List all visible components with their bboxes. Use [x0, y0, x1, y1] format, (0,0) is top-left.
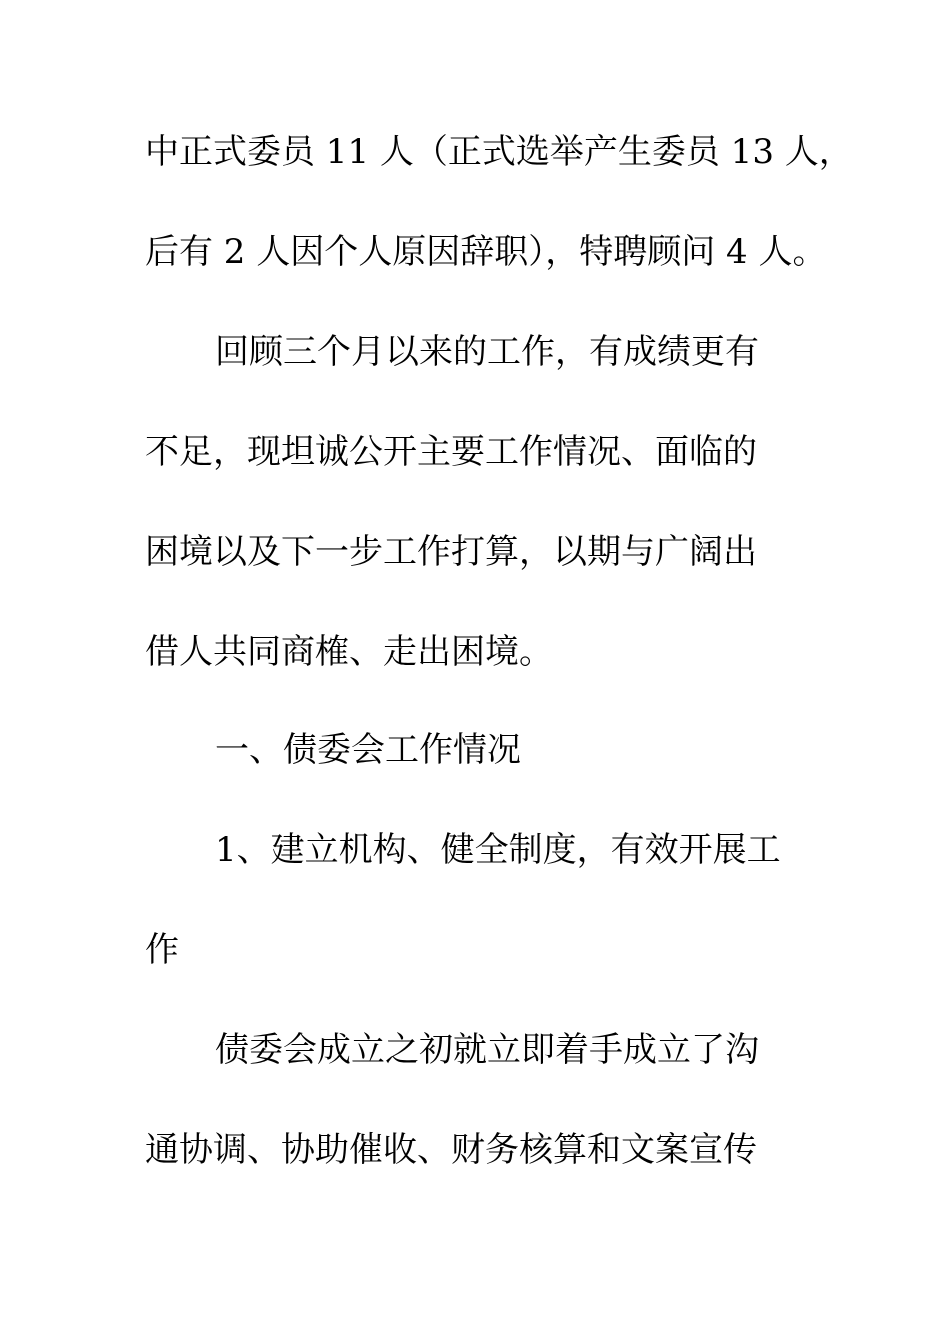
section-heading: 一、债委会工作情况: [215, 730, 521, 770]
subsection-heading: 1、建立机构、健全制度，有效开展工: [215, 830, 781, 870]
paragraph-line: 债委会成立之初就立即着手成立了沟: [215, 1030, 759, 1070]
paragraph-line: 后有 2 人因个人原因辞职），特聘顾问 4 人。: [145, 232, 827, 272]
paragraph-line: 借人共同商榷、走出困境。: [145, 632, 553, 672]
paragraph-line: 不足，现坦诚公开主要工作情况、面临的: [145, 432, 757, 472]
paragraph-line: 回顾三个月以来的工作，有成绩更有: [215, 332, 759, 372]
paragraph-line: 困境以及下一步工作打算，以期与广阔出: [145, 532, 757, 572]
subsection-heading-continued: 作: [145, 930, 179, 970]
paragraph-line: 中正式委员 11 人（正式选举产生委员 13 人，: [145, 132, 853, 172]
paragraph-line: 通协调、协助催收、财务核算和文案宣传: [145, 1130, 757, 1170]
